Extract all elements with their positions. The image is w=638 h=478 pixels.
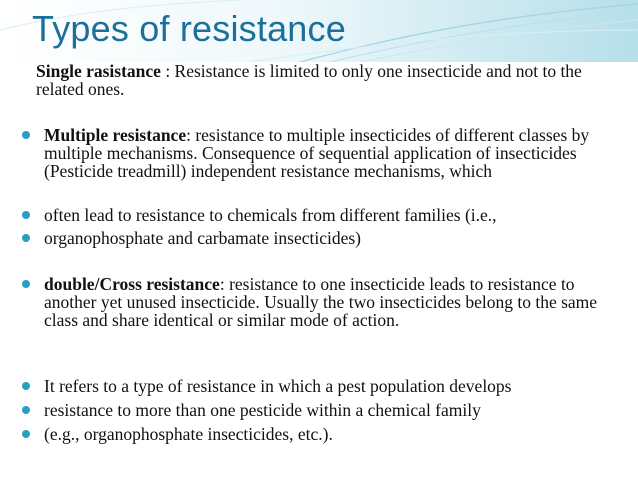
paragraph-single-resistance [36, 62, 616, 98]
bullet-icon [22, 131, 30, 139]
bullet-icon [22, 234, 30, 242]
text-example: (e.g., organophosphate insecticides, etc.). [44, 424, 333, 444]
paragraph-more-than-one [44, 401, 614, 419]
term-cross-resistance: double/Cross resistance [44, 274, 220, 294]
text-organophosphate: organophosphate and carbamate insecticides) [44, 228, 361, 248]
bullet-icon [22, 280, 30, 288]
paragraph-it-refers [44, 377, 614, 395]
bullet-icon [22, 211, 30, 219]
definition-single-resistance: : Resistance is limited to only one insecticide and not to the related ones. [36, 61, 582, 99]
text-it-refers: It refers to a type of resistance in which a pest population develops [44, 376, 512, 396]
paragraph-multiple-resistance [44, 126, 614, 180]
paragraph-often-lead [44, 206, 614, 224]
bullet-icon [22, 382, 30, 390]
term-single-resistance: Single rasistance [36, 61, 161, 81]
bullet-icon [22, 430, 30, 438]
bullet-icon [22, 406, 30, 414]
paragraph-cross-resistance [44, 275, 614, 329]
term-multiple-resistance: Multiple resistance [44, 125, 187, 145]
slide-title: Types of resistance [32, 8, 346, 49]
text-often-lead: often lead to resistance to chemicals from different families (i.e., [44, 205, 497, 225]
paragraph-organophosphate [44, 229, 614, 247]
definition-cross-resistance: : resistance to one insecticide leads to resistance to another yet unused insecticide. Usually the two insecticides belong to the same class and share identical or similar mode of action. [44, 274, 598, 330]
text-more-than-one: resistance to more than one pesticide within a chemical family [44, 400, 481, 420]
definition-multiple-resistance: : resistance to multiple insecticides of different classes by multiple mechanisms. Consequence of sequential application of insecticides (Pesticide treadmill) independent resistance mechanisms, which [44, 125, 590, 181]
paragraph-example [44, 425, 614, 443]
